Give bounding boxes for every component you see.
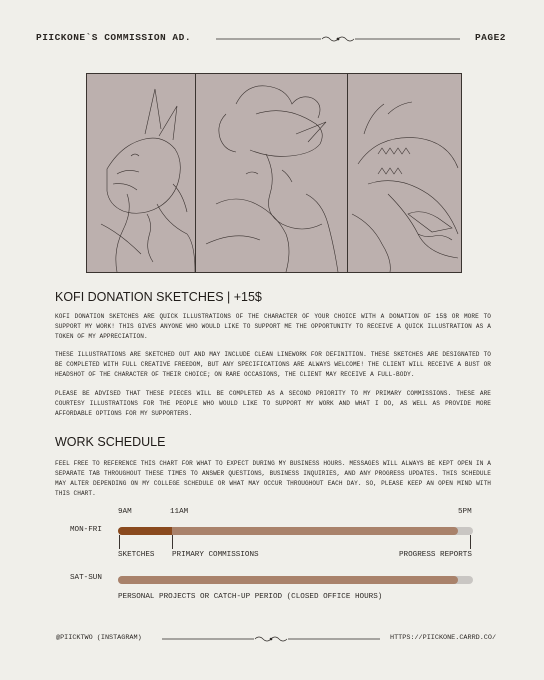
weekday-bar-primary <box>172 527 458 535</box>
time-label-11am: 11AM <box>170 508 189 516</box>
tick-progress <box>470 535 471 549</box>
sketch-panel-dragon <box>348 74 461 272</box>
sketch-panel-creature-2 <box>196 74 348 272</box>
page-header <box>0 0 544 80</box>
kofi-paragraph-3: PLEASE BE ADVISED THAT THESE PIECES WILL BE COMPLETED AS A SECOND PRIORITY TO MY PRIMARY COMMISSIONS. THESE ARE COURTESY ILLUSTRATIONS FOR THE PEOPLE WHO WOULD LIKE TO SUPPORT MY WORK AND WHAT I DO, AS WELL AS PROVIDE MORE AFFORDABLE OPTIONS FOR MY SUPPORTERS. <box>55 390 491 417</box>
label-progress-reports: PROGRESS REPORTS <box>399 551 472 559</box>
time-label-9am: 9AM <box>118 508 132 516</box>
day-label-sat-sun: SAT-SUN <box>70 574 102 582</box>
tick-primary <box>172 535 173 549</box>
day-label-mon-fri: MON-FRI <box>70 526 102 534</box>
tick-sketches <box>119 535 120 549</box>
schedule-paragraph: FEEL FREE TO REFERENCE THIS CHART FOR WHAT TO EXPECT DURING MY BUSINESS HOURS. MESSAGES WILL ALWAYS BE KEPT OPEN IN A SEPARATE TAB THROUGHOUT THESE TIMES TO ANSWER QUESTIONS, BUSINESS INQUIRIES, AND ANY PROGRESS UPDATES. THIS SCHEDULE MAY ALTER DEPENDING ON MY COLLEGE SCHEDULE OR WHAT MAY OCCUR THROUGHOUT EACH DAY. SO, PLEASE KEEP AN OPEN MIND WITH THIS CHART. <box>55 460 491 497</box>
sketch-panels <box>86 73 462 273</box>
sketch-panel-creature-1 <box>87 74 196 272</box>
footer-instagram[interactable]: @PIICKTWO (INSTAGRAM) <box>56 634 142 642</box>
footer-website-link[interactable]: HTTPS://PIICKONE.CARRD.CO/ <box>390 634 497 642</box>
time-label-5pm: 5PM <box>458 508 472 516</box>
weekday-bar-sketches <box>118 527 172 535</box>
label-sketches: SKETCHES <box>118 551 155 559</box>
page-number: PAGE2 <box>474 32 506 43</box>
section-heading-schedule: WORK SCHEDULE <box>55 435 166 449</box>
footer-divider-ornament <box>162 634 380 644</box>
label-personal-projects: PERSONAL PROJECTS OR CATCH-UP PERIOD (CLOSED OFFICE HOURS) <box>118 593 383 601</box>
weekend-bar-personal <box>118 576 458 584</box>
section-heading-kofi: KOFI DONATION SKETCHES | +15$ <box>55 290 262 304</box>
label-primary-commissions: PRIMARY COMMISSIONS <box>172 551 259 559</box>
header-divider-ornament <box>216 34 460 44</box>
kofi-paragraph-2: THESE ILLUSTRATIONS ARE SKETCHED OUT AND MAY INCLUDE CLEAN LINEWORK FOR DEFINITION. THESE SKETCHES ARE DESIGNATED TO BE COMPLETED WITH FULL CREATIVE FREEDOM, BUT ANY SPECIFICATIONS ARE ALWAYS WELCOME! THE CLIENT WILL RECEIVE A BUST OR HEADSHOT OF THE CHARACTER OF THEIR CHOICE; ON RARE OCCASIONS, THE CLIENT MAY RECEIVE A FULL-BODY. <box>55 351 491 378</box>
kofi-paragraph-1: KOFI DONATION SKETCHES ARE QUICK ILLUSTRATIONS OF THE CHARACTER OF YOUR CHOICE WITH A DONATION OF 15$ OR MORE TO SUPPORT MY WORK! THIS GIVES ANYONE WHO WOULD LIKE TO SUPPORT ME THE OPPORTUNITY TO RECEIVE A QUICK ILLUSTRATION AS A TOKEN OF MY APPRECIATION. <box>55 313 491 340</box>
header-title: PIICKONE`S COMMISSION AD. <box>36 32 192 43</box>
